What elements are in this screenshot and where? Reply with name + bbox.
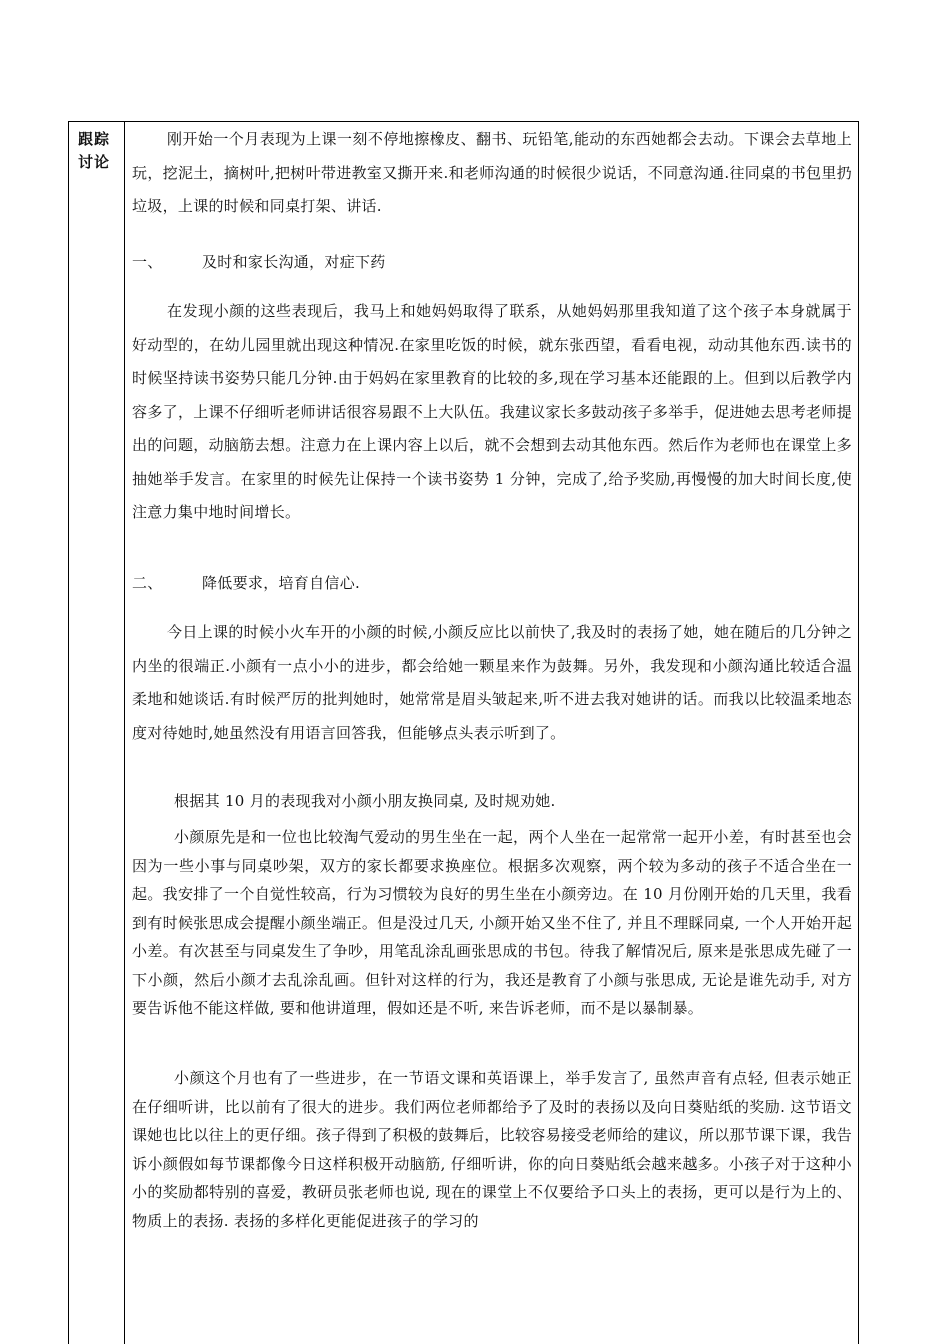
- content-cell: [125, 122, 858, 1344]
- discussion-table: [68, 121, 859, 1344]
- label-cell: [69, 122, 125, 1344]
- section-title-2: 降低要求，培育自信心.: [202, 574, 361, 592]
- section-heading-1: [132, 246, 852, 280]
- paragraph-seat-change: 根据其 10 月的表现我对小颜小朋友换同桌, 及时规劝她.: [174, 792, 556, 810]
- section-heading-2: [132, 567, 852, 601]
- section-number-1: 一、: [132, 253, 163, 271]
- section-number-2: 二、: [132, 574, 163, 592]
- paragraph-confidence: 今日上课的时候小火车开的小颜的时候,小颜反应比以前快了,我及时的表扬了她，她在随后的几分钟之内坐的很端正.小颜有一点小小的进步，都会给她一颗星来作为鼓舞。另外，我发现和小颜沟通比较适合温柔地和她谈话.有时候严厉的批判她时，她常常是眉头皱起来,听不进去我对她讲的话。而我以比较温柔地态度对待她时,她虽然没有用语言回答我，但能够点头表示听到了。: [132, 623, 852, 742]
- paragraph-desk-mate: 小颜原先是和一位也比较淘气爱动的男生坐在一起，两个人坐在一起常常一起开小差，有时甚至也会因为一些小事与同桌吵架，双方的家长都要求换座位。根据多次观察，两个较为多动的孩子不适合坐在一起。我安排了一个自觉性较高，行为习惯较为良好的男生坐在小颜旁边。在 10 月份刚开始的几天里，我看到有时候张思成会提醒小颜坐端正。但是没过几天, 小颜开始又坐不住了, 并且不理睬同桌, 一个人开始开起小差。有次甚至与同桌发生了争吵，用笔乱涂乱画张思成的书包。待我了解情况后, 原来是张思成先碰了一下小颜，然后小颜才去乱涂乱画。但针对这样的行为，我还是教育了小颜与张思成, 无论是谁先动手, 对方要告诉他不能这样做, 要和他讲道理，假如还是不听, 来告诉老师，而不是以暴制暴。: [132, 828, 852, 1017]
- paragraph-initial-behavior: 刚开始一个月表现为上课一刻不停地擦橡皮、翻书、玩铅笔,能动的东西她都会去动。下课会去草地上玩，挖泥土，摘树叶,把树叶带进教室又撕开来.和老师沟通的时候很少说话，不同意沟通.往同桌的书包里扔垃圾，上课的时候和同桌打架、讲话.: [132, 130, 852, 215]
- row-label: 跟踪讨论: [78, 130, 111, 171]
- paragraph-parent-communication: 在发现小颜的这些表现后，我马上和她妈妈取得了联系，从她妈妈那里我知道了这个孩子本身就属于好动型的，在幼儿园里就出现这种情况.在家里吃饭的时候，就东张西望，看看电视，动动其他东西.读书的时候坚持读书姿势只能几分钟.由于妈妈在家里教育的比较的多,现在学习基本还能跟的上。但到以后教学内容多了，上课不仔细听老师讲话很容易跟不上大队伍。我建议家长多鼓动孩子多举手，促进她去思考老师提出的问题，动脑筋去想。注意力在上课内容上以后，就不会想到去动其他东西。然后作为老师也在课堂上多抽她举手发言。在家里的时候先让保持一个读书姿势 1 分钟，完成了,给予奖励,再慢慢的加大时间长度,使注意力集中地时间增长。: [132, 302, 852, 521]
- section-title-1: 及时和家长沟通，对症下药: [202, 253, 386, 271]
- paragraph-progress: 小颜这个月也有了一些进步，在一节语文课和英语课上，举手发言了, 虽然声音有点轻, 但表示她正在仔细听讲，比以前有了很大的进步。我们两位老师都给予了及时的表扬以及向日葵贴纸的奖励. 这节语文课她也比以往上的更仔细。孩子得到了积极的鼓舞后，比较容易接受老师给的建议，所以那节课下课，我告诉小颜假如每节课都像今日这样积极开动脑筋, 仔细听讲，你的向日葵贴纸会越来越多。小孩子对于这种小小的奖励都特别的喜爱，教研员张老师也说, 现在的课堂上不仅要给予口头上的表扬，更可以是行为上的、物质上的表扬. 表扬的多样化更能促进孩子的学习的: [132, 1069, 852, 1230]
